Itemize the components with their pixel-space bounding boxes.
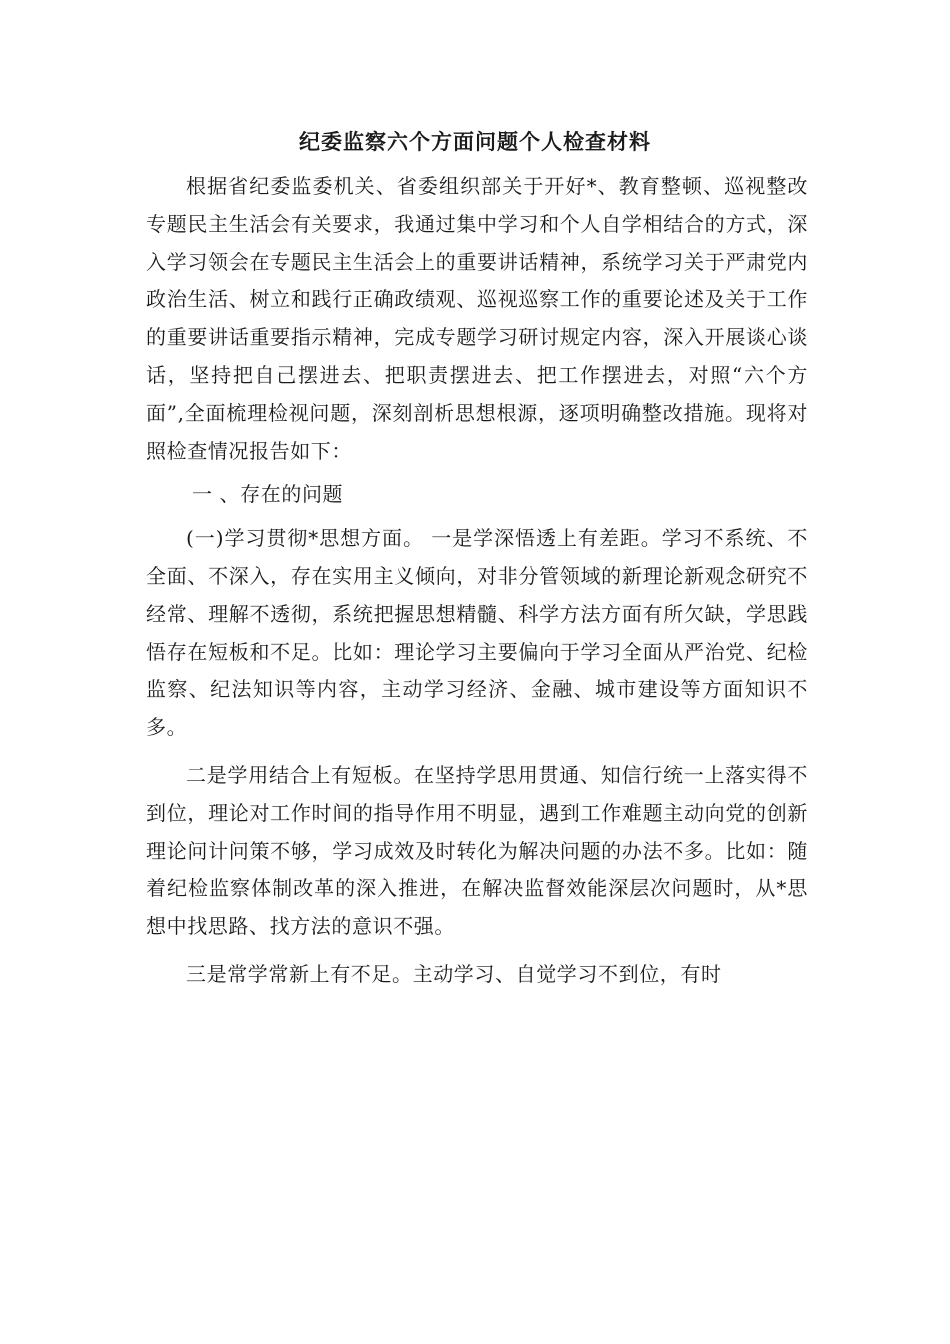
document-body [146, 168, 808, 994]
intro-paragraph: 根据省纪委监委机关、省委组织部关于开好*、教育整顿、巡视整改专题民主生活会有关要求，我通过集中学习和个人自学相结合的方式，深入学习领会在专题民主生活会上的重要讲话精神，系统学习关于严肃党内政治生活、树立和践行正确政绩观、巡视巡察工作的重要论述及关于工作的重要讲话重要指示精神，完成专题学习研讨规定内容，深入开展谈心谈话，坚持把自己摆进去、把职责摆进去、把工作摆进去，对照“六个方面”,全面梳理检视问题，深刻剖析思想根源，逐项明确整改措施。现将对照检查情况报告如下： [146, 174, 808, 463]
section-heading: 一 、存在的问题 [192, 482, 344, 507]
issue-paragraph-1: (一)学习贯彻*思想方面。 一是学深悟透上有差距。学习不系统、不全面、不深入，存在实用主义倾向，对非分管领域的新理论新观念研究不经常、理解不透彻，系统把握思想精髓、科学方法方面有所欠缺，学思践悟存在短板和不足。比如：理论学习主要偏向于学习全面从严治党、纪检监察、纪法知识等内容，主动学习经济、金融、城市建设等方面知识不多。 [146, 526, 808, 740]
issue-paragraph-2: 二是学用结合上有短板。在坚持学思用贯通、知信行统一上落实得不到位，理论对工作时间的指导作用不明显，遇到工作难题主动向党的创新理论问计问策不够，学习成效及时转化为解决问题的办法不多。比如：随着纪检监察体制改革的深入推进，在解决监督效能深层次问题时，从*思想中找思路、找方法的意识不强。 [146, 762, 808, 939]
issue-paragraph-3: 三是常学常新上有不足。主动学习、自觉学习不到位，有时 [186, 961, 722, 986]
document-title: 纪委监察六个方面问题个人检查材料 [299, 129, 651, 154]
spacer [146, 946, 808, 956]
spacer [146, 747, 808, 757]
